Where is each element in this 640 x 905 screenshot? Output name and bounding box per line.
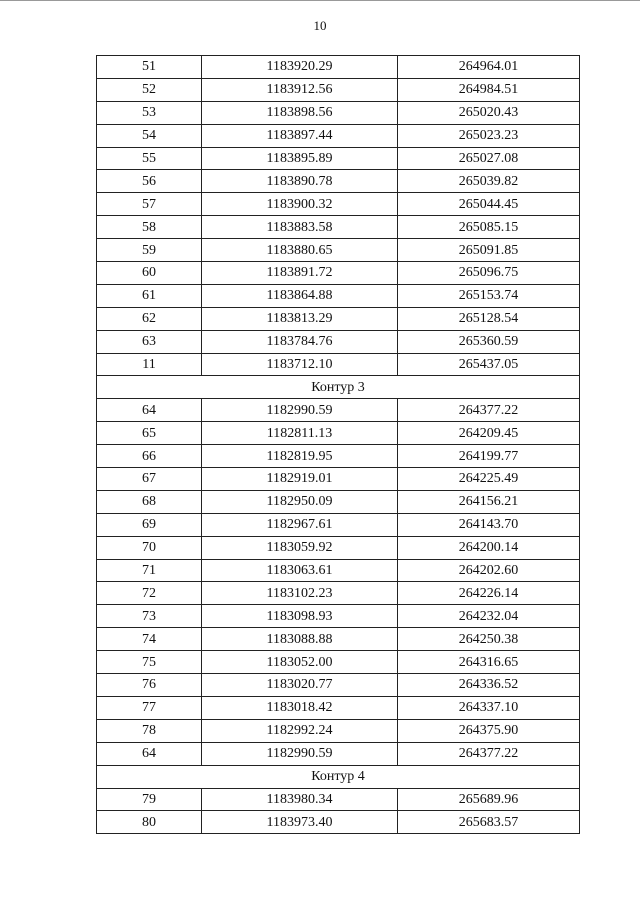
- page-top-edge: [0, 0, 640, 1]
- point-number-cell: 11: [97, 353, 202, 376]
- y-coordinate-cell: 264232.04: [398, 605, 580, 628]
- table-row: [97, 399, 580, 422]
- x-coordinate-cell: 1183897.44: [202, 124, 398, 147]
- point-number-cell: 55: [97, 147, 202, 170]
- point-number-cell: 57: [97, 193, 202, 216]
- y-coordinate-cell: 264199.77: [398, 445, 580, 468]
- contour-header-row: [97, 376, 580, 399]
- y-coordinate-cell: 265039.82: [398, 170, 580, 193]
- table-row: [97, 674, 580, 697]
- table-row: [97, 696, 580, 719]
- y-coordinate-cell: 265096.75: [398, 262, 580, 285]
- table-row: [97, 719, 580, 742]
- point-number-cell: 75: [97, 651, 202, 674]
- x-coordinate-cell: 1183098.93: [202, 605, 398, 628]
- y-coordinate-cell: 264377.22: [398, 399, 580, 422]
- x-coordinate-cell: 1183880.65: [202, 239, 398, 262]
- x-coordinate-cell: 1182990.59: [202, 742, 398, 765]
- page-number: 10: [313, 18, 327, 33]
- point-number-cell: 64: [97, 399, 202, 422]
- point-number-cell: 67: [97, 468, 202, 491]
- point-number-cell: 70: [97, 536, 202, 559]
- point-number-cell: 56: [97, 170, 202, 193]
- x-coordinate-cell: 1183898.56: [202, 101, 398, 124]
- point-number-cell: 54: [97, 124, 202, 147]
- y-coordinate-cell: 265091.85: [398, 239, 580, 262]
- point-number-cell: 63: [97, 330, 202, 353]
- coordinates-table-body: [97, 56, 580, 834]
- table-row: [97, 330, 580, 353]
- x-coordinate-cell: 1183895.89: [202, 147, 398, 170]
- y-coordinate-cell: 264316.65: [398, 651, 580, 674]
- table-row: [97, 147, 580, 170]
- y-coordinate-cell: 264375.90: [398, 719, 580, 742]
- point-number-cell: 53: [97, 101, 202, 124]
- x-coordinate-cell: 1183864.88: [202, 284, 398, 307]
- table-row: [97, 124, 580, 147]
- y-coordinate-cell: 264156.21: [398, 490, 580, 513]
- table-row: [97, 284, 580, 307]
- table-row: [97, 101, 580, 124]
- x-coordinate-cell: 1182919.01: [202, 468, 398, 491]
- point-number-cell: 73: [97, 605, 202, 628]
- contour-label: Контур 4: [97, 765, 580, 788]
- y-coordinate-cell: 265020.43: [398, 101, 580, 124]
- x-coordinate-cell: 1183020.77: [202, 674, 398, 697]
- point-number-cell: 52: [97, 78, 202, 101]
- y-coordinate-cell: 264336.52: [398, 674, 580, 697]
- table-row: [97, 559, 580, 582]
- x-coordinate-cell: 1182992.24: [202, 719, 398, 742]
- table-row: [97, 536, 580, 559]
- x-coordinate-cell: 1183784.76: [202, 330, 398, 353]
- x-coordinate-cell: 1183052.00: [202, 651, 398, 674]
- x-coordinate-cell: 1183712.10: [202, 353, 398, 376]
- x-coordinate-cell: 1183912.56: [202, 78, 398, 101]
- x-coordinate-cell: 1183059.92: [202, 536, 398, 559]
- coordinates-table: [96, 55, 580, 834]
- y-coordinate-cell: 265128.54: [398, 307, 580, 330]
- point-number-cell: 76: [97, 674, 202, 697]
- point-number-cell: 66: [97, 445, 202, 468]
- table-row: [97, 170, 580, 193]
- table-row: [97, 742, 580, 765]
- y-coordinate-cell: 265085.15: [398, 216, 580, 239]
- point-number-cell: 80: [97, 811, 202, 834]
- y-coordinate-cell: 264337.10: [398, 696, 580, 719]
- x-coordinate-cell: 1183891.72: [202, 262, 398, 285]
- point-number-cell: 58: [97, 216, 202, 239]
- point-number-cell: 79: [97, 788, 202, 811]
- table-row: [97, 811, 580, 834]
- x-coordinate-cell: 1183088.88: [202, 628, 398, 651]
- x-coordinate-cell: 1183890.78: [202, 170, 398, 193]
- point-number-cell: 69: [97, 513, 202, 536]
- point-number-cell: 74: [97, 628, 202, 651]
- table-row: [97, 353, 580, 376]
- table-row: [97, 262, 580, 285]
- y-coordinate-cell: 265027.08: [398, 147, 580, 170]
- table-row: [97, 56, 580, 79]
- point-number-cell: 77: [97, 696, 202, 719]
- y-coordinate-cell: 264964.01: [398, 56, 580, 79]
- table-row: [97, 513, 580, 536]
- y-coordinate-cell: 264200.14: [398, 536, 580, 559]
- x-coordinate-cell: 1183900.32: [202, 193, 398, 216]
- y-coordinate-cell: 264209.45: [398, 422, 580, 445]
- table-row: [97, 422, 580, 445]
- table-row: [97, 605, 580, 628]
- table-row: [97, 216, 580, 239]
- y-coordinate-cell: 265360.59: [398, 330, 580, 353]
- table-row: [97, 78, 580, 101]
- point-number-cell: 65: [97, 422, 202, 445]
- point-number-cell: 64: [97, 742, 202, 765]
- point-number-cell: 51: [97, 56, 202, 79]
- x-coordinate-cell: 1183973.40: [202, 811, 398, 834]
- x-coordinate-cell: 1182811.13: [202, 422, 398, 445]
- x-coordinate-cell: 1183813.29: [202, 307, 398, 330]
- point-number-cell: 68: [97, 490, 202, 513]
- y-coordinate-cell: 264225.49: [398, 468, 580, 491]
- y-coordinate-cell: 265023.23: [398, 124, 580, 147]
- y-coordinate-cell: 265153.74: [398, 284, 580, 307]
- table-row: [97, 490, 580, 513]
- point-number-cell: 72: [97, 582, 202, 605]
- y-coordinate-cell: 265683.57: [398, 811, 580, 834]
- table-row: [97, 445, 580, 468]
- point-number-cell: 61: [97, 284, 202, 307]
- table-row: [97, 239, 580, 262]
- point-number-cell: 78: [97, 719, 202, 742]
- point-number-cell: 59: [97, 239, 202, 262]
- x-coordinate-cell: 1182967.61: [202, 513, 398, 536]
- x-coordinate-cell: 1183063.61: [202, 559, 398, 582]
- y-coordinate-cell: 265044.45: [398, 193, 580, 216]
- x-coordinate-cell: 1183883.58: [202, 216, 398, 239]
- x-coordinate-cell: 1182819.95: [202, 445, 398, 468]
- x-coordinate-cell: 1183980.34: [202, 788, 398, 811]
- table-row: [97, 307, 580, 330]
- table-row: [97, 193, 580, 216]
- table-row: [97, 788, 580, 811]
- y-coordinate-cell: 264984.51: [398, 78, 580, 101]
- contour-header-row: [97, 765, 580, 788]
- x-coordinate-cell: 1182950.09: [202, 490, 398, 513]
- table-row: [97, 468, 580, 491]
- table-row: [97, 628, 580, 651]
- x-coordinate-cell: 1182990.59: [202, 399, 398, 422]
- x-coordinate-cell: 1183102.23: [202, 582, 398, 605]
- y-coordinate-cell: 264250.38: [398, 628, 580, 651]
- contour-label: Контур 3: [97, 376, 580, 399]
- y-coordinate-cell: 264226.14: [398, 582, 580, 605]
- y-coordinate-cell: 265437.05: [398, 353, 580, 376]
- x-coordinate-cell: 1183018.42: [202, 696, 398, 719]
- y-coordinate-cell: 264377.22: [398, 742, 580, 765]
- y-coordinate-cell: 265689.96: [398, 788, 580, 811]
- table-row: [97, 582, 580, 605]
- point-number-cell: 71: [97, 559, 202, 582]
- x-coordinate-cell: 1183920.29: [202, 56, 398, 79]
- y-coordinate-cell: 264202.60: [398, 559, 580, 582]
- table-row: [97, 651, 580, 674]
- y-coordinate-cell: 264143.70: [398, 513, 580, 536]
- point-number-cell: 62: [97, 307, 202, 330]
- point-number-cell: 60: [97, 262, 202, 285]
